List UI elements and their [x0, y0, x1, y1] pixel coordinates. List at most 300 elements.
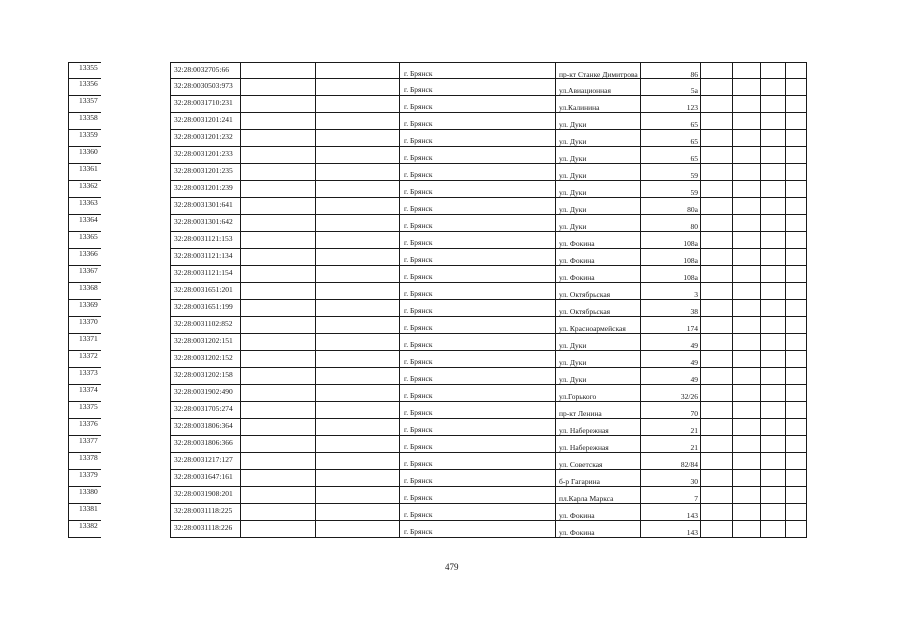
empty-cell: [700, 504, 732, 521]
row-number: [68, 215, 101, 232]
city-cell: [399, 504, 555, 521]
empty-cell: [732, 147, 760, 164]
empty-cell: [760, 181, 785, 198]
table-row: [0, 487, 905, 504]
city-cell: [399, 130, 555, 147]
table-row: [0, 283, 905, 300]
cadastral-number: [170, 334, 240, 351]
city-cell: [399, 351, 555, 368]
cadastral-number: [170, 368, 240, 385]
house-number-text: 59: [690, 188, 698, 197]
empty-cell: [760, 351, 785, 368]
empty-cell: [785, 198, 807, 215]
empty-cell: [315, 147, 399, 164]
cadastral-number-text: 32:28:0031201:235: [174, 166, 233, 175]
cadastral-number: [170, 300, 240, 317]
empty-cell: [785, 436, 807, 453]
empty-cell: [785, 334, 807, 351]
city-cell-text: г. Брянск: [404, 459, 433, 468]
row-number: [68, 113, 101, 130]
empty-cell: [785, 266, 807, 283]
empty-cell: [760, 96, 785, 113]
street-cell: [555, 283, 640, 300]
cadastral-number-text: 32:28:0031301:642: [174, 217, 233, 226]
row-number-text: 13367: [79, 266, 98, 275]
city-cell-text: г. Брянск: [404, 204, 433, 213]
empty-cell: [760, 300, 785, 317]
empty-cell: [732, 198, 760, 215]
empty-cell: [732, 266, 760, 283]
house-number-text: 65: [690, 154, 698, 163]
street-cell-text: ул. Фокина: [559, 273, 595, 282]
empty-cell: [240, 436, 315, 453]
city-cell-text: г. Брянск: [404, 493, 433, 502]
row-number-text: 13360: [79, 147, 98, 156]
street-cell-text: ул. Дуки: [559, 358, 587, 367]
cadastral-number-text: 32:28:0031102:852: [174, 319, 233, 328]
table-row: [0, 249, 905, 266]
street-cell: [555, 419, 640, 436]
row-number: [68, 164, 101, 181]
cadastral-number: [170, 317, 240, 334]
empty-cell: [700, 521, 732, 538]
empty-cell: [315, 232, 399, 249]
empty-cell: [785, 419, 807, 436]
cadastral-number: [170, 113, 240, 130]
empty-cell: [240, 79, 315, 96]
table-row: [0, 181, 905, 198]
street-cell: [555, 198, 640, 215]
empty-cell: [240, 113, 315, 130]
empty-cell: [732, 453, 760, 470]
street-cell-text: пр-кт Ленина: [559, 409, 602, 418]
row-number-text: 13381: [79, 504, 98, 513]
row-number-text: 13376: [79, 419, 98, 428]
row-number: [68, 504, 101, 521]
empty-cell: [315, 504, 399, 521]
cadastral-number: [170, 283, 240, 300]
street-cell-text: ул. Фокина: [559, 256, 595, 265]
house-number: [640, 232, 700, 249]
empty-cell: [700, 317, 732, 334]
city-cell: [399, 453, 555, 470]
cadastral-number-text: 32:28:0031121:134: [174, 251, 233, 260]
empty-cell: [785, 113, 807, 130]
city-cell-text: г. Брянск: [404, 527, 433, 536]
empty-cell: [760, 453, 785, 470]
empty-cell: [700, 436, 732, 453]
street-cell: [555, 130, 640, 147]
empty-cell: [315, 215, 399, 232]
city-cell: [399, 62, 555, 79]
city-cell-text: г. Брянск: [404, 187, 433, 196]
empty-cell: [732, 351, 760, 368]
cadastral-number: [170, 266, 240, 283]
cadastral-number: [170, 96, 240, 113]
house-number: [640, 266, 700, 283]
row-number: [68, 351, 101, 368]
empty-cell: [700, 181, 732, 198]
house-number: [640, 300, 700, 317]
empty-cell: [732, 300, 760, 317]
cadastral-number: [170, 249, 240, 266]
empty-cell: [760, 317, 785, 334]
table-row: [0, 334, 905, 351]
row-number: [68, 266, 101, 283]
empty-cell: [240, 521, 315, 538]
house-number: [640, 521, 700, 538]
empty-cell: [732, 79, 760, 96]
row-number: [68, 521, 101, 538]
table-row: [0, 215, 905, 232]
street-cell-text: ул. Дуки: [559, 171, 587, 180]
row-number-text: 13380: [79, 487, 98, 496]
empty-cell: [700, 164, 732, 181]
street-cell-text: ул. Дуки: [559, 120, 587, 129]
table-row: [0, 164, 905, 181]
cadastral-number-text: 32:28:0032705:66: [174, 65, 230, 74]
empty-cell: [240, 96, 315, 113]
empty-cell: [732, 113, 760, 130]
cadastral-number-text: 32:28:0031201:241: [174, 115, 233, 124]
empty-cell: [700, 385, 732, 402]
row-number-text: 13371: [79, 334, 98, 343]
street-cell: [555, 402, 640, 419]
empty-cell: [315, 79, 399, 96]
empty-cell: [315, 266, 399, 283]
street-cell-text: ул. Дуки: [559, 188, 587, 197]
street-cell: [555, 385, 640, 402]
empty-cell: [240, 147, 315, 164]
street-cell: [555, 96, 640, 113]
empty-cell: [760, 283, 785, 300]
empty-cell: [732, 96, 760, 113]
empty-cell: [760, 368, 785, 385]
city-cell-text: г. Брянск: [404, 374, 433, 383]
empty-cell: [785, 385, 807, 402]
empty-cell: [760, 62, 785, 79]
house-number: [640, 164, 700, 181]
empty-cell: [240, 266, 315, 283]
empty-cell: [240, 317, 315, 334]
row-number: [68, 487, 101, 504]
street-cell-text: пр-кт Станке Димитрова: [559, 70, 638, 79]
table-row: [0, 385, 905, 402]
empty-cell: [785, 283, 807, 300]
cadastral-number: [170, 215, 240, 232]
city-cell: [399, 113, 555, 130]
house-number-text: 65: [690, 120, 698, 129]
empty-cell: [785, 487, 807, 504]
city-cell-text: г. Брянск: [404, 170, 433, 179]
house-number-text: 82/84: [680, 460, 698, 469]
cadastral-number: [170, 385, 240, 402]
empty-cell: [315, 96, 399, 113]
city-cell-text: г. Брянск: [404, 85, 433, 94]
city-cell: [399, 368, 555, 385]
city-cell-text: г. Брянск: [404, 272, 433, 281]
city-cell: [399, 402, 555, 419]
empty-cell: [700, 249, 732, 266]
street-cell: [555, 453, 640, 470]
cadastral-number: [170, 436, 240, 453]
cadastral-number-text: 32:28:0031201:232: [174, 132, 233, 141]
table-row: [0, 79, 905, 96]
table-row: [0, 351, 905, 368]
cadastral-number-text: 32:28:0030503:973: [174, 81, 233, 90]
street-cell: [555, 249, 640, 266]
row-number: [68, 300, 101, 317]
street-cell: [555, 436, 640, 453]
empty-cell: [785, 402, 807, 419]
empty-cell: [785, 249, 807, 266]
house-number-text: 59: [690, 171, 698, 180]
row-number-text: 13379: [79, 470, 98, 479]
empty-cell: [732, 521, 760, 538]
table-row: [0, 96, 905, 113]
street-cell-text: ул. Дуки: [559, 341, 587, 350]
empty-cell: [785, 96, 807, 113]
empty-cell: [700, 232, 732, 249]
row-number: [68, 249, 101, 266]
empty-cell: [315, 334, 399, 351]
row-number-text: 13370: [79, 317, 98, 326]
empty-cell: [785, 62, 807, 79]
table-row: [0, 130, 905, 147]
cadastral-number: [170, 181, 240, 198]
city-cell: [399, 164, 555, 181]
city-cell-text: г. Брянск: [404, 476, 433, 485]
row-number-text: 13378: [79, 453, 98, 462]
row-number: [68, 283, 101, 300]
empty-cell: [700, 96, 732, 113]
empty-cell: [732, 487, 760, 504]
empty-cell: [785, 79, 807, 96]
empty-cell: [760, 215, 785, 232]
city-cell: [399, 96, 555, 113]
empty-cell: [315, 385, 399, 402]
house-number-text: 143: [686, 528, 698, 537]
house-number-text: 174: [686, 324, 698, 333]
city-cell-text: г. Брянск: [404, 306, 433, 315]
empty-cell: [240, 402, 315, 419]
empty-cell: [240, 249, 315, 266]
house-number-text: 49: [690, 358, 698, 367]
cadastral-number: [170, 487, 240, 504]
cadastral-number: [170, 419, 240, 436]
row-number-text: 13368: [79, 283, 98, 292]
cadastral-number-text: 32:28:0031710:231: [174, 98, 233, 107]
empty-cell: [760, 402, 785, 419]
row-number: [68, 317, 101, 334]
house-number-text: 65: [690, 137, 698, 146]
table-row: [0, 436, 905, 453]
house-number: [640, 453, 700, 470]
cadastral-number: [170, 232, 240, 249]
empty-cell: [240, 181, 315, 198]
cadastral-number-text: 32:28:0031201:239: [174, 183, 233, 192]
empty-cell: [785, 504, 807, 521]
cadastral-number-text: 32:28:0031201:233: [174, 149, 233, 158]
empty-cell: [732, 504, 760, 521]
city-cell: [399, 521, 555, 538]
empty-cell: [760, 419, 785, 436]
city-cell-text: г. Брянск: [404, 289, 433, 298]
street-cell: [555, 215, 640, 232]
cadastral-number: [170, 453, 240, 470]
street-cell-text: ул. Дуки: [559, 154, 587, 163]
row-number: [68, 198, 101, 215]
house-number-text: 86: [690, 70, 698, 79]
empty-cell: [700, 368, 732, 385]
city-cell: [399, 317, 555, 334]
street-cell: [555, 62, 640, 79]
cadastral-number-text: 32:28:0031908:201: [174, 489, 233, 498]
empty-cell: [785, 470, 807, 487]
empty-cell: [240, 487, 315, 504]
row-number: [68, 402, 101, 419]
city-cell-text: г. Брянск: [404, 136, 433, 145]
house-number: [640, 62, 700, 79]
house-number: [640, 317, 700, 334]
house-number: [640, 79, 700, 96]
street-cell: [555, 521, 640, 538]
row-number-text: 13358: [79, 113, 98, 122]
empty-cell: [785, 368, 807, 385]
city-cell-text: г. Брянск: [404, 510, 433, 519]
street-cell-text: б-р Гагарина: [559, 477, 600, 486]
empty-cell: [732, 368, 760, 385]
row-number-text: 13374: [79, 385, 98, 394]
empty-cell: [700, 147, 732, 164]
city-cell-text: г. Брянск: [404, 238, 433, 247]
cadastral-number: [170, 402, 240, 419]
street-cell: [555, 317, 640, 334]
street-cell-text: ул. Дуки: [559, 137, 587, 146]
house-number-text: 143: [686, 511, 698, 520]
empty-cell: [785, 317, 807, 334]
empty-cell: [700, 79, 732, 96]
empty-cell: [700, 470, 732, 487]
row-number-text: 13382: [79, 521, 98, 530]
city-cell: [399, 215, 555, 232]
empty-cell: [700, 266, 732, 283]
cadastral-number: [170, 164, 240, 181]
cadastral-number-text: 32:28:0031202:151: [174, 336, 233, 345]
empty-cell: [700, 419, 732, 436]
empty-cell: [760, 113, 785, 130]
city-cell-text: г. Брянск: [404, 357, 433, 366]
cadastral-number: [170, 198, 240, 215]
empty-cell: [240, 470, 315, 487]
house-number-text: 3: [694, 290, 698, 299]
cadastral-number-text: 32:28:0031651:201: [174, 285, 233, 294]
house-number: [640, 487, 700, 504]
empty-cell: [760, 521, 785, 538]
table-row: [0, 419, 905, 436]
empty-cell: [700, 402, 732, 419]
empty-cell: [315, 470, 399, 487]
empty-cell: [700, 62, 732, 79]
city-cell: [399, 232, 555, 249]
street-cell: [555, 113, 640, 130]
empty-cell: [240, 130, 315, 147]
house-number: [640, 283, 700, 300]
row-number-text: 13355: [79, 63, 98, 72]
city-cell-text: г. Брянск: [404, 323, 433, 332]
empty-cell: [785, 130, 807, 147]
street-cell-text: ул.Авиационная: [559, 86, 611, 95]
house-number-text: 49: [690, 341, 698, 350]
city-cell-text: г. Брянск: [404, 255, 433, 264]
empty-cell: [760, 334, 785, 351]
empty-cell: [315, 62, 399, 79]
empty-cell: [732, 130, 760, 147]
row-number-text: 13356: [79, 79, 98, 88]
row-number: [68, 232, 101, 249]
row-number: [68, 334, 101, 351]
street-cell: [555, 164, 640, 181]
cadastral-number-text: 32:28:0031202:152: [174, 353, 233, 362]
table-row: [0, 232, 905, 249]
house-number: [640, 147, 700, 164]
city-cell: [399, 300, 555, 317]
house-number: [640, 504, 700, 521]
street-cell-text: ул. Набережная: [559, 443, 609, 452]
house-number: [640, 368, 700, 385]
table-row: [0, 147, 905, 164]
city-cell: [399, 181, 555, 198]
city-cell-text: г. Брянск: [404, 408, 433, 417]
street-cell-text: ул. Советская: [559, 460, 603, 469]
empty-cell: [315, 317, 399, 334]
row-number: [68, 79, 101, 96]
row-number-text: 13372: [79, 351, 98, 360]
empty-cell: [700, 113, 732, 130]
street-cell: [555, 147, 640, 164]
house-number: [640, 436, 700, 453]
row-number: [68, 419, 101, 436]
house-number-text: 5а: [690, 86, 698, 95]
empty-cell: [732, 419, 760, 436]
city-cell: [399, 436, 555, 453]
street-cell: [555, 266, 640, 283]
cadastral-number-text: 32:28:0031121:153: [174, 234, 233, 243]
row-number: [68, 368, 101, 385]
empty-cell: [315, 249, 399, 266]
cadastral-number-text: 32:28:0031121:154: [174, 268, 233, 277]
row-number-text: 13362: [79, 181, 98, 190]
row-number: [68, 130, 101, 147]
empty-cell: [240, 385, 315, 402]
house-number-text: 21: [690, 443, 698, 452]
empty-cell: [760, 164, 785, 181]
row-number-text: 13359: [79, 130, 98, 139]
empty-cell: [240, 504, 315, 521]
cadastral-number: [170, 470, 240, 487]
row-number-text: 13377: [79, 436, 98, 445]
cadastral-number-text: 32:28:0031647:161: [174, 472, 233, 481]
street-cell: [555, 181, 640, 198]
empty-cell: [732, 232, 760, 249]
row-number: [68, 62, 101, 79]
empty-cell: [700, 453, 732, 470]
cadastral-number: [170, 79, 240, 96]
street-cell-text: ул. Октябрьская: [559, 290, 611, 299]
empty-cell: [240, 164, 315, 181]
street-cell-text: ул. Фокина: [559, 511, 595, 520]
city-cell-text: г. Брянск: [404, 153, 433, 162]
